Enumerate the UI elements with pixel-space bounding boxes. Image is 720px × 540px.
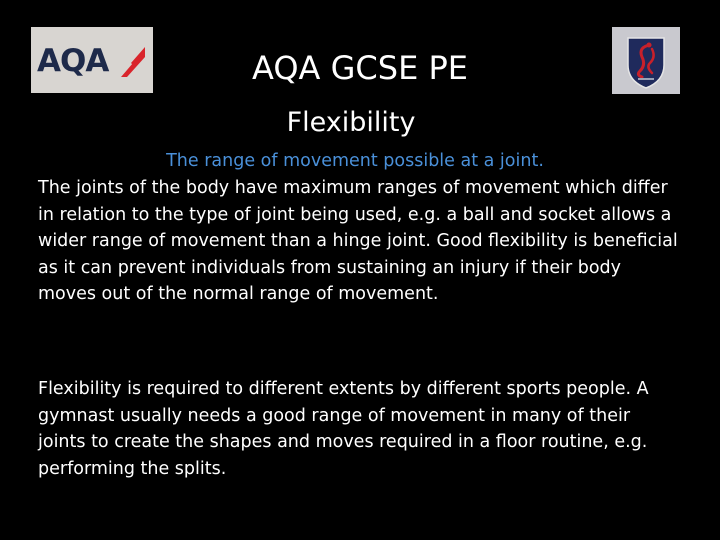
aqa-logo-text: AQA <box>37 43 109 79</box>
body-paragraph: The joints of the body have maximum ranges of movement which differ in relation to the type of joint being used, e.g. a ball and socket allows a wider range of movement than a hinge joint. Good flexibility is beneficial as it can prevent individuals from sustaining an injury if their body moves out of the normal range of movement. <box>38 178 678 304</box>
slide-subtitle: Flexibility <box>286 107 416 138</box>
body-paragraph: Flexibility is required to different extents by different sports people. A gymnast usually needs a good range of movement in many of their joints to create the shapes and moves required in a floor routine, e.g. performing the splits. <box>38 379 649 479</box>
slide-title: AQA GCSE PE <box>252 49 468 87</box>
definition-text: The range of movement possible at a joint. <box>166 151 544 171</box>
